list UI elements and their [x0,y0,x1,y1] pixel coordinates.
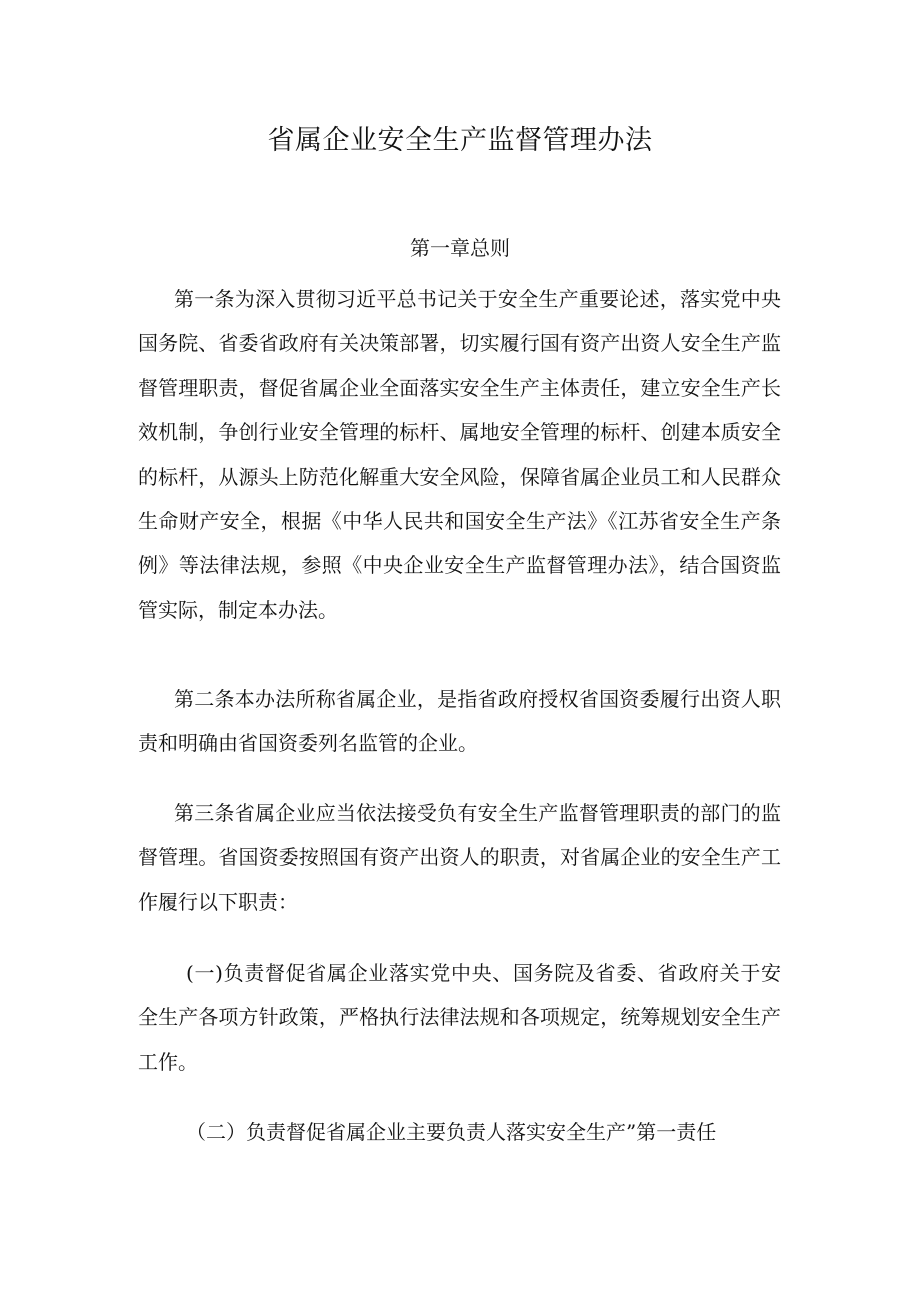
article-1-paragraph: 第一条为深入贯彻习近平总书记关于安全生产重要论述，落实党中央国务院、省委省政府有关决策部署，切实履行国有资产出资人安全生产监督管理职责，督促省属企业全面落实安全生产主体责任，建立安全生产长效机制，争创行业安全管理的标杆、属地安全管理的标杆、创建本质安全的标杆，从源头上防范化解重大安全风险，保障省属企业员工和人民群众生命财产安全，根据《中华人民共和国安全生产法》《江苏省安全生产条例》等法律法规，参照《中央企业安全生产监督管理办法》，结合国资监管实际，制定本办法。 [138,287,781,622]
clause-1-paragraph: (一)负责督促省属企业落实党中央、国务院及省委、省政府关于安全生产各项方针政策，严格执行法律法规和各项规定，统筹规划安全生产工作。 [138,961,781,1074]
clause-2-paragraph: （二）负责督促省属企业主要负责人落实安全生产”第一责任 [186,1120,717,1144]
document-title: 省属企业安全生产监督管理办法 [267,125,653,156]
chapter-heading: 第一章总则 [410,236,510,260]
article-3-paragraph: 第三条省属企业应当依法接受负有安全生产监督管理职责的部门的监督管理。省国资委按照国有资产出资人的职责，对省属企业的安全生产工作履行以下职责： [138,801,781,914]
article-2-paragraph: 第二条本办法所称省属企业，是指省政府授权省国资委履行出资人职责和明确由省国资委列名监管的企业。 [138,687,781,756]
